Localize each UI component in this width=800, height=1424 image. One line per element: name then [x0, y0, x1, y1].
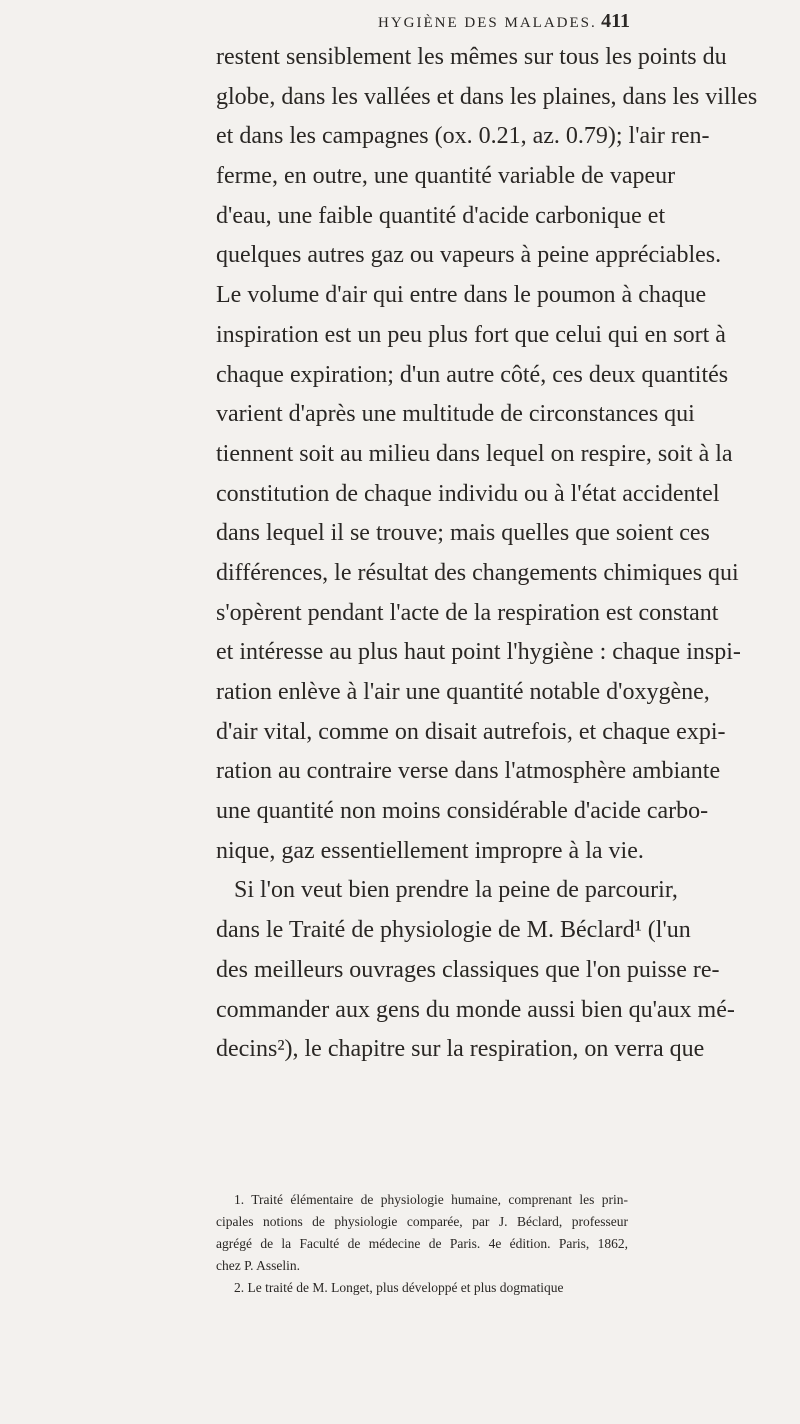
body-line: s'opèrent pendant l'acte de la respiration est constant [216, 599, 719, 626]
body-line: commander aux gens du monde aussi bien qu'aux mé- [216, 996, 735, 1023]
body-line: différences, le résultat des changements chimiques qui [216, 559, 739, 586]
body-line: restent sensiblement les mêmes sur tous les points du [216, 44, 727, 70]
page-number: 411 [601, 10, 630, 32]
body-line: quelques autres gaz ou vapeurs à peine appréciables. [216, 242, 722, 269]
body-line: des meilleurs ouvrages classiques que l'on puisse re- [216, 956, 720, 983]
body-line: d'eau, une faible quantité d'acide carbonique et [216, 202, 666, 229]
footnote-line: 2. Le traité de M. Longet, plus développé et plus dogmatique [234, 1280, 564, 1295]
body-text [216, 38, 758, 1070]
body-line: Le volume d'air qui entre dans le poumon à chaque [216, 282, 707, 309]
body-line: decins²), le chapitre sur la respiration, on verra que [216, 1036, 705, 1063]
body-line: dans lequel il se trouve; mais quelles que soient ces [216, 520, 710, 547]
body-line: globe, dans les vallées et dans les plaines, dans les villes [216, 83, 758, 110]
body-line: ration au contraire verse dans l'atmosphère ambiante [216, 758, 721, 785]
body-line: constitution de chaque individu ou à l'état accidentel [216, 480, 720, 507]
footnote-line: 1. Traité élémentaire de physiologie humaine, comprenant les prin- [234, 1192, 628, 1207]
footnote-line: agrégé de la Faculté de médecine de Paris. 4e édition. Paris, 1862, [216, 1236, 628, 1251]
footnotes [216, 1189, 628, 1299]
body-line: une quantité non moins considérable d'acide carbo- [216, 798, 709, 825]
footnote-line: chez P. Asselin. [216, 1258, 300, 1273]
footnote-line: cipales notions de physiologie comparée, par J. Béclard, professeur [216, 1214, 628, 1229]
body-line: Si l'on veut bien prendre la peine de parcourir, [234, 877, 678, 904]
body-line: varient d'après une multitude de circonstances qui [216, 401, 695, 428]
body-line: et dans les campagnes (ox. 0.21, az. 0.79); l'air ren- [216, 123, 710, 150]
body-line: et intéresse au plus haut point l'hygiène : chaque inspi- [216, 639, 741, 666]
body-line: nique, gaz essentiellement impropre à la vie. [216, 837, 644, 864]
body-line: d'air vital, comme on disait autrefois, et chaque expi- [216, 718, 726, 745]
body-line: ration enlève à l'air une quantité notable d'oxygène, [216, 679, 710, 705]
running-head: HYGIÈNE DES MALADES. [378, 15, 597, 31]
body-line: inspiration est un peu plus fort que celui qui en sort à [216, 321, 726, 348]
body-line: tiennent soit au milieu dans lequel on respire, soit à la [216, 440, 733, 467]
page-header [210, 10, 630, 33]
body-line: ferme, en outre, une quantité variable de vapeur [216, 163, 676, 190]
body-line: chaque expiration; d'un autre côté, ces deux quantités [216, 361, 729, 388]
body-line: dans le Traité de physiologie de M. Béclard¹ (l'un [216, 917, 691, 944]
